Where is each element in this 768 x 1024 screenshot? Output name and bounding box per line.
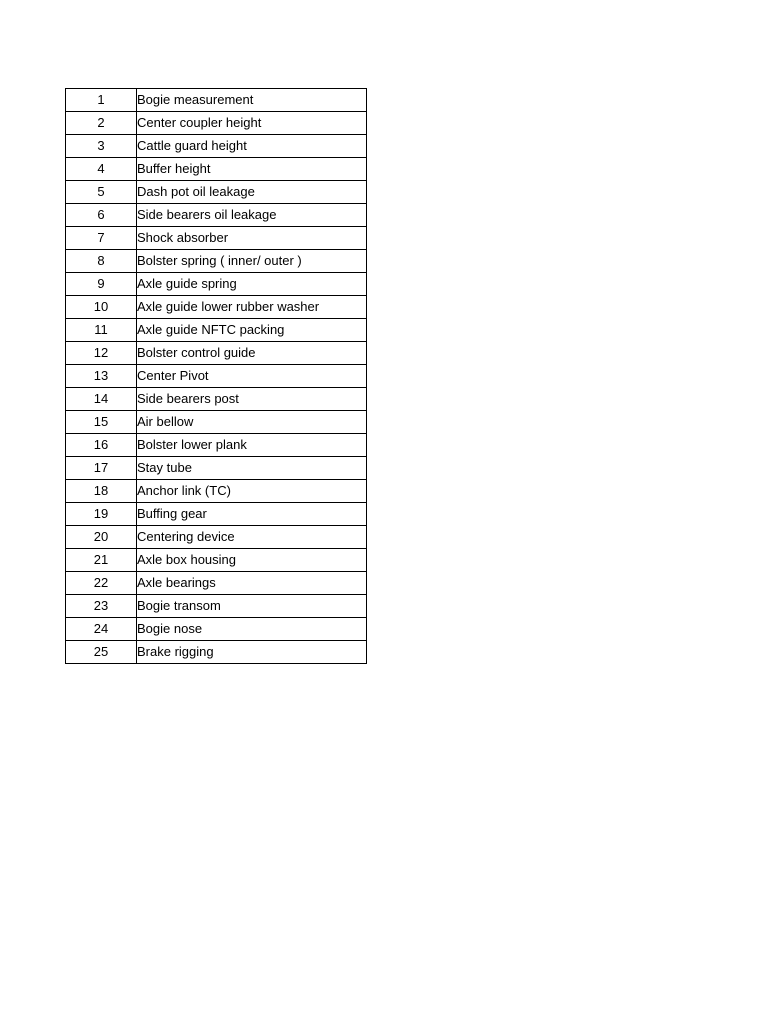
table-row [66,411,367,434]
table-row [66,480,367,503]
table-row [66,227,367,250]
table-row [66,641,367,664]
row-number-cell: 3 [66,135,137,158]
row-number-cell: 13 [66,365,137,388]
table-row [66,572,367,595]
row-number-cell: 2 [66,112,137,135]
item-name-cell: Bogie transom [137,595,367,618]
table-row [66,181,367,204]
item-name-cell: Bolster control guide [137,342,367,365]
table-row [66,112,367,135]
table-row [66,319,367,342]
table-row [66,595,367,618]
row-number-cell: 9 [66,273,137,296]
row-number-cell: 6 [66,204,137,227]
row-number-cell: 10 [66,296,137,319]
row-number-cell: 23 [66,595,137,618]
table-row [66,618,367,641]
table-row [66,388,367,411]
table-row [66,342,367,365]
table-row [66,273,367,296]
item-name-cell: Stay tube [137,457,367,480]
table-row [66,204,367,227]
table-row [66,296,367,319]
table-row [66,135,367,158]
row-number-cell: 8 [66,250,137,273]
item-name-cell: Anchor link (TC) [137,480,367,503]
row-number-cell: 17 [66,457,137,480]
item-name-cell: Air bellow [137,411,367,434]
row-number-cell: 19 [66,503,137,526]
item-name-cell: Axle bearings [137,572,367,595]
item-name-cell: Bolster lower plank [137,434,367,457]
row-number-cell: 1 [66,89,137,112]
item-name-cell: Center Pivot [137,365,367,388]
item-name-cell: Bolster spring ( inner/ outer ) [137,250,367,273]
item-name-cell: Cattle guard height [137,135,367,158]
table-row [66,457,367,480]
item-name-cell: Shock absorber [137,227,367,250]
item-name-cell: Axle box housing [137,549,367,572]
table-row [66,89,367,112]
table-row [66,526,367,549]
table-row [66,365,367,388]
row-number-cell: 5 [66,181,137,204]
row-number-cell: 14 [66,388,137,411]
inspection-items-table [65,88,367,664]
row-number-cell: 15 [66,411,137,434]
item-name-cell: Center coupler height [137,112,367,135]
row-number-cell: 24 [66,618,137,641]
item-name-cell: Dash pot oil leakage [137,181,367,204]
row-number-cell: 16 [66,434,137,457]
table-body [66,89,367,664]
row-number-cell: 20 [66,526,137,549]
row-number-cell: 18 [66,480,137,503]
row-number-cell: 22 [66,572,137,595]
row-number-cell: 25 [66,641,137,664]
item-name-cell: Bogie measurement [137,89,367,112]
item-name-cell: Bogie nose [137,618,367,641]
row-number-cell: 7 [66,227,137,250]
item-name-cell: Axle guide lower rubber washer [137,296,367,319]
item-name-cell: Centering device [137,526,367,549]
item-name-cell: Buffer height [137,158,367,181]
row-number-cell: 12 [66,342,137,365]
row-number-cell: 4 [66,158,137,181]
table-row [66,549,367,572]
row-number-cell: 11 [66,319,137,342]
item-name-cell: Axle guide NFTC packing [137,319,367,342]
table-row [66,250,367,273]
item-name-cell: Side bearers post [137,388,367,411]
item-name-cell: Buffing gear [137,503,367,526]
item-name-cell: Axle guide spring [137,273,367,296]
row-number-cell: 21 [66,549,137,572]
table-row [66,158,367,181]
table-row [66,503,367,526]
item-name-cell: Side bearers oil leakage [137,204,367,227]
item-name-cell: Brake rigging [137,641,367,664]
table-row [66,434,367,457]
